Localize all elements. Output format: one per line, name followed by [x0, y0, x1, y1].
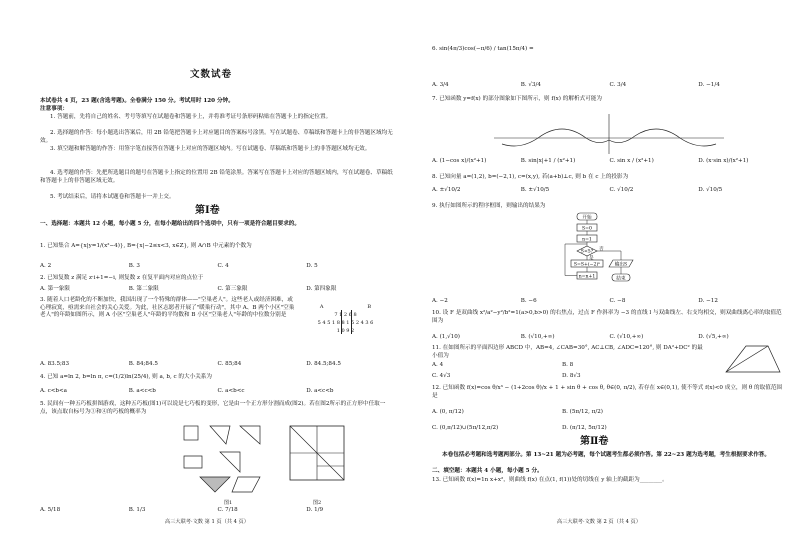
stem-header-b: B: [367, 304, 372, 310]
figure-2-label: 图2: [313, 500, 322, 506]
right-page: [432, 0, 787, 551]
question-3: 3. 随着人口老龄化的不断加快，我国出现了一个特殊的群体——"空巢老人"。这些老人或经济困难，或心理寂寞，亟需来自社会的关心关爱。为此，社区志愿者开展了"暖巢行动"，其中 A、B 两个小区"空巢老人"的年龄如图所示，则 A 小区"空巢老人"年龄的平均数和 B 小区"空巢老人"年龄的中位数分别是: [40, 297, 295, 319]
question-1-options: [40, 263, 395, 271]
option: B. (5π/12, π/2): [562, 409, 603, 415]
question-13: 13. 已知函数 f(x)=1n x+x²，则曲线 f(x) 在点(1, f(1))处的切线在 y 轴上的截距为________。: [432, 477, 668, 483]
option: A. c<b<a: [40, 388, 68, 394]
init-n-label: n=1: [582, 237, 592, 243]
option: C. 4: [217, 263, 229, 269]
option: A. (1,√10): [432, 334, 460, 340]
option: C. 4√3: [432, 373, 451, 379]
diagonal-ac: [726, 346, 768, 372]
option: B. 3: [128, 263, 140, 269]
stem-leaf-plot: [298, 303, 393, 335]
note-4: 4. 选考题的作答：先把所选题目的题号在答题卡上指定的位置用 2B 铅笔涂黑。答案写在答题卡上对应的答题区域内，写在试题卷、草稿纸和答题卡上的非答题区域无效。: [40, 170, 393, 184]
question-9: 9. 执行如图所示的程序框图，则输出的结果为: [432, 203, 546, 209]
option: C. √10/2: [609, 187, 634, 193]
start-label: 开始: [582, 215, 592, 221]
option: A. (1−cos x)/(x²+1): [432, 158, 487, 164]
condition-label: S<5?: [580, 249, 594, 255]
exam-intro: 本试卷共 4 页，23 题(含选考题)。全卷满分 150 分。考试用时 120 分钟。: [40, 98, 234, 104]
init-s-label: S=0: [582, 226, 592, 232]
option: B. ±√10/5: [520, 187, 550, 193]
part-two-note: 本卷包括必考题和选考题两部分。第 13~21 题为必考题，每个试题考生都必须作答。第 22~23 题为选考题，考生根据要求作答。: [442, 452, 770, 458]
figure-1-label: 图1: [224, 500, 233, 506]
stem-row: 5 4 5 1 8 8 1 5 2 4 3 6: [317, 320, 374, 326]
question-8-options: [432, 187, 787, 195]
question-3-options: [40, 361, 395, 369]
tangram-pieces-figure: [180, 422, 275, 500]
quadrilateral-figure: [722, 342, 784, 376]
note-1: 1. 答题前，先将自己的姓名、考号等填写在试题卷和答题卡上，并将准考证号条形码粘贴在答题卡上的指定位置。: [50, 114, 332, 120]
output-label: 输出S: [614, 262, 628, 268]
option: D. 8√3: [562, 373, 581, 379]
option: C. (√10,+∞): [609, 334, 644, 340]
option: C. 7/18: [217, 507, 238, 513]
question-7-options: [432, 158, 787, 166]
option: D. 1/9: [306, 507, 324, 513]
option: C. 3/4: [609, 82, 627, 88]
note-5: 5. 考试结束后，请将本试题卷和答题卡一并上交。: [50, 194, 175, 200]
triangle-piece: [240, 426, 260, 444]
program-flowchart: [537, 212, 667, 292]
stem-row: 7 1 2 6 8: [334, 312, 357, 318]
option: C. a<b<c: [217, 388, 245, 394]
exam-title: 文数试卷: [190, 69, 233, 80]
option: B. 1/3: [128, 507, 146, 513]
question-2-options: [40, 286, 395, 294]
option: D. 第四象限: [306, 286, 337, 292]
rectangle-piece: [184, 456, 202, 468]
option: A. (0, π/12): [432, 409, 464, 415]
option: D. a<c<b: [306, 388, 334, 394]
question-6: 6. sin(4π/3)cos(−π/6) / tan(15π/4) =: [432, 46, 534, 52]
question-10: 10. 设 F 是双曲线 x²/a²−y²/b²=1(a>0,b>0) 的右焦点，过点 F 作斜率为 −3 的直线 l 与双曲线左、右支均相交，则双曲线离心率的取值范围为: [432, 310, 782, 324]
option: D. √10/5: [698, 187, 723, 193]
question-4-options: [40, 388, 395, 396]
option: A. 4: [432, 362, 444, 368]
question-10-options: [432, 334, 787, 342]
option: C. sin x / (x²+1): [609, 158, 654, 164]
triangle-piece: [210, 426, 230, 444]
option: C. (0,π/12)∪(5π/12,π/2): [432, 425, 499, 431]
end-label: 结束: [616, 276, 626, 282]
notes-heading: 注意事项：: [40, 106, 68, 112]
square-piece: [184, 426, 198, 440]
increment-label: n=n+1: [578, 274, 596, 280]
assign-label: S=S+(−2)ⁿ: [573, 262, 601, 268]
option: B. 8: [562, 362, 574, 368]
option: A. −2: [432, 298, 448, 304]
question-4: 4. 已知 a=ln 2, b=ln π, c=(1/2)ln(25/4), 则 a, b, c 的大小关系为: [40, 374, 212, 380]
no-label: 否: [599, 247, 604, 252]
page-footer: 高三大联考·文数 第 2 页（共 4 页）: [557, 519, 641, 525]
stem-divider: [351, 310, 352, 334]
section-two-heading: 二、填空题：本题共 4 小题，每小题 5 分。: [432, 468, 543, 474]
question-11-options-row2: [432, 373, 692, 381]
triangle-piece: [220, 452, 240, 472]
question-8: 8. 已知向量 a=(1,2), b=(−2,1), c=(x,y), 若(a+b)⊥c, 则 b 在 c 上的投影为: [432, 174, 629, 180]
dissected-square-figure: [288, 424, 346, 482]
option: B. √3/4: [520, 82, 541, 88]
option: D. −1/4: [698, 82, 720, 88]
stem-divider: [341, 310, 342, 334]
option: A. 第一象限: [40, 286, 70, 292]
option: B. 84;84.5: [128, 361, 158, 367]
question-9-options: [432, 298, 787, 306]
parallelogram-piece: [232, 477, 260, 492]
option: D. 5: [306, 263, 318, 269]
option: B. sin|x|+1 / (x²+1): [520, 158, 576, 164]
option: A. 2: [40, 263, 52, 269]
option: D. −12: [698, 298, 718, 304]
flow-arrow: [597, 251, 621, 260]
option: B. −6: [520, 298, 537, 304]
function-graph: [492, 110, 727, 156]
option: A. 83.5;83: [40, 361, 70, 367]
stem-row: 1 0 9 2: [336, 328, 355, 334]
option: B. a<c<b: [128, 388, 156, 394]
shaded-triangle-piece: [200, 477, 230, 492]
option: B. 第二象限: [128, 286, 159, 292]
note-2: 2. 选择题的作答：每小题选出答案后，用 2B 铅笔把答题卡上对应题目的答案标号涂黑。写在试题卷、草稿纸和答题卡上的非答题区域均无效。: [40, 130, 393, 144]
question-2: 2. 已知复数 z 满足 z·i+1=−i, 则复数 z 在复平面内对应的点位于: [40, 275, 204, 281]
option: A. 3/4: [432, 82, 449, 88]
question-1: 1. 已知集合 A={x|y=1/(x²−4)}, B={x|−2≤x<3, x∈Z}, 则 A∩B 中元素的个数为: [40, 243, 252, 249]
option: A. ±√10/2: [432, 187, 461, 193]
stem-header-a: A: [319, 304, 324, 310]
page-footer: 高三大联考·文数 第 1 页（共 4 页）: [165, 519, 249, 525]
question-12: 12. 已知函数 f(x)=cos θ/x³ − (1+2cos θ)/x + 1 + sin θ + cos θ, θ∈(0, π/2), 若存在 x∈(0,1), 使不等式 f(x)<0 成立，则 θ 的取值范围是: [432, 385, 783, 399]
question-5: 5. 民间有一种五巧板拼图游戏，这种五巧板(图1)可以说是七巧板的变形，它是由一个正方形分割而成(图2)。若在图2所示的正方形中任取一点，该点取自标号为①和④的巧板的概率为: [40, 401, 386, 415]
question-5-options: [40, 507, 395, 515]
note-3: 3. 填空题和解答题的作答：用签字笔直接答在答题卡上对应的答题区域内。写在试题卷、草稿纸和答题卡上的非答题区域均无效。: [50, 146, 371, 152]
quadrilateral-abcd: [726, 346, 780, 372]
question-11-options-row1: [432, 362, 692, 370]
question-12-options-row1: [432, 409, 692, 417]
option: C. 第三象限: [217, 286, 248, 292]
question-7: 7. 已知函数 y=f(x) 的部分图象如下图所示，则 f(x) 的解析式可能为: [432, 96, 602, 102]
option: B. (√10,+∞): [520, 334, 555, 340]
option: D. (π/12, 5π/12): [562, 425, 607, 431]
part-one-heading: 第Ⅰ卷: [195, 205, 220, 216]
yes-label: 是: [589, 256, 594, 261]
question-6-options: [432, 82, 787, 90]
question-11: 11. 在如图所示的平面四边形 ABCD 中，AB=4, ∠CAB=30°, AC⊥CB, ∠ADC=120°, 则 DA²+DC² 的最小值为: [432, 345, 703, 359]
part-two-heading: 第Ⅱ卷: [580, 436, 609, 447]
option: D. 84.5;84.5: [306, 361, 341, 367]
option: D. (√5,+∞): [698, 334, 729, 340]
option: D. (x·sin x)/(x²+1): [698, 158, 749, 164]
option: C. 85;84: [217, 361, 242, 367]
option: A. 5/18: [40, 507, 61, 513]
option: C. −8: [609, 298, 626, 304]
left-page: [40, 0, 395, 551]
section-one-heading: 一、选择题：本题共 12 小题，每小题 5 分，在每小题给出的四个选项中，只有一项是符合题目要求的。: [40, 221, 300, 227]
question-12-options-row2: [432, 425, 692, 433]
